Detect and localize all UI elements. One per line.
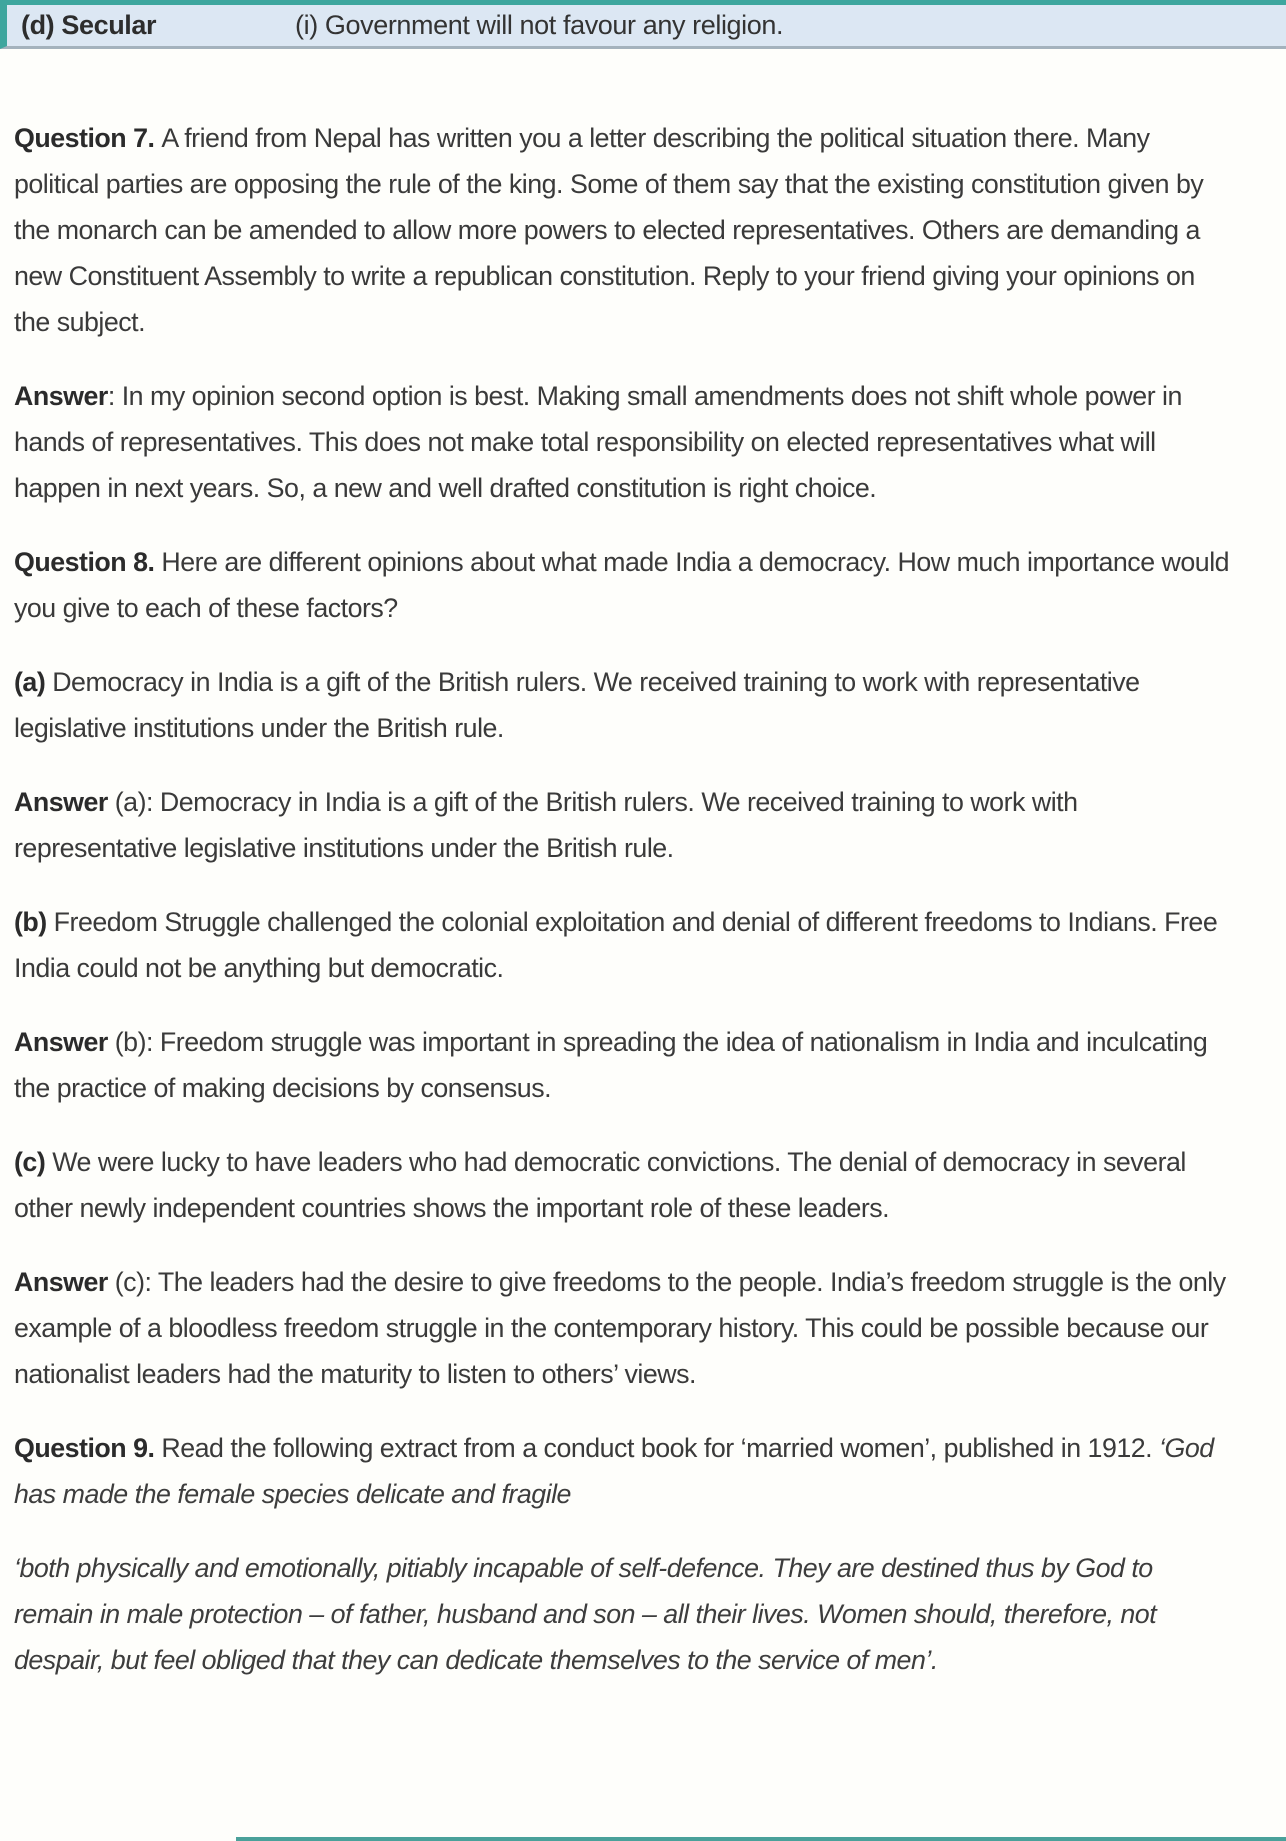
text-run-italic: ‘God has made the female species delicate and fragile — [14, 1433, 1214, 1509]
text-run-normal: We were lucky to have leaders who had democratic convictions. The denial of democracy in several other newly independent countries shows the important role of these leaders. — [14, 1147, 1186, 1223]
text-run-bold: Answer — [14, 787, 108, 817]
paragraph-conduct-book-quote — [14, 1545, 1230, 1683]
paragraph-question-9 — [14, 1425, 1230, 1517]
text-run-normal: A friend from Nepal has written you a letter describing the political situation there. Many political parties are opposing the rule of the king. Some of them say that the existing constitution given by the monarch can be amended to allow more powers to elected representatives. Others are demanding a new Constituent Assembly to write a republican constitution. Reply to your friend giving your opinions on the subject. — [14, 123, 1204, 337]
text-run-bold: Answer — [14, 1267, 108, 1297]
paragraph-answer-7 — [14, 373, 1230, 511]
paragraph-answer-b — [14, 1019, 1230, 1111]
text-run-bold: (a) — [14, 667, 53, 697]
text-run-normal: Freedom Struggle challenged the colonial exploitation and denial of different freedoms to Indians. Free India could not be anything but democratic. — [14, 907, 1218, 983]
text-run-bold: (b) — [14, 907, 54, 937]
text-run-normal: (b): Freedom struggle was important in spreading the idea of nationalism in India and inculcating the practice of making decisions by consensus. — [14, 1027, 1208, 1103]
paragraph-point-c — [14, 1139, 1230, 1231]
text-run-bold: Question 9. — [14, 1433, 162, 1463]
table-cell-option-description: (i) Government will not favour any religion. — [295, 10, 784, 40]
paragraph-answer-a — [14, 779, 1230, 871]
text-run-normal: Here are different opinions about what made India a democracy. How much importance would you give to each of these factors? — [14, 547, 1230, 623]
paragraph-point-a — [14, 659, 1230, 751]
text-run-normal: (c): The leaders had the desire to give freedoms to the people. India’s freedom struggle is the only example of a bloodless freedom struggle in the contemporary history. This could be possible because our nationalist leaders had the maturity to listen to others’ views. — [14, 1267, 1226, 1389]
text-run-normal: (a): Democracy in India is a gift of the British rulers. We received training to work with representative legislative institutions under the British rule. — [14, 787, 1078, 863]
paragraph-point-b — [14, 899, 1230, 991]
table-row — [0, 0, 1286, 49]
table-cell-option-label: (d) Secular — [21, 10, 157, 40]
document-body — [0, 49, 1286, 1683]
paragraph-question-8 — [14, 539, 1230, 631]
text-run-normal: Read the following extract from a conduct book for ‘married women’, published in 1912. — [161, 1433, 1160, 1463]
text-run-bold: Answer — [14, 381, 108, 411]
text-run-bold: Question 8. — [14, 547, 162, 577]
text-run-bold: Question 7. — [14, 123, 162, 153]
text-run-normal: : In my opinion second option is best. Making small amendments does not shift whole power in hands of representatives. This does not make total responsibility on elected representatives what will happen in next years. So, a new and well drafted constitution is right choice. — [14, 381, 1182, 503]
text-run-bold: (c) — [14, 1147, 53, 1177]
paragraph-question-7 — [14, 115, 1230, 345]
paragraph-answer-c — [14, 1259, 1230, 1397]
text-run-normal: Democracy in India is a gift of the British rulers. We received training to work with representative legislative institutions under the British rule. — [14, 667, 1140, 743]
next-table-top-border — [236, 1837, 1286, 1841]
text-run-italic: ‘both physically and emotionally, pitiably incapable of self-defence. They are destined thus by God to remain in male protection – of father, husband and son – all their lives. Women should, therefore, not despair, but feel obliged that they can dedicate themselves to the service of men’. — [14, 1553, 1157, 1675]
text-run-bold: Answer — [14, 1027, 108, 1057]
